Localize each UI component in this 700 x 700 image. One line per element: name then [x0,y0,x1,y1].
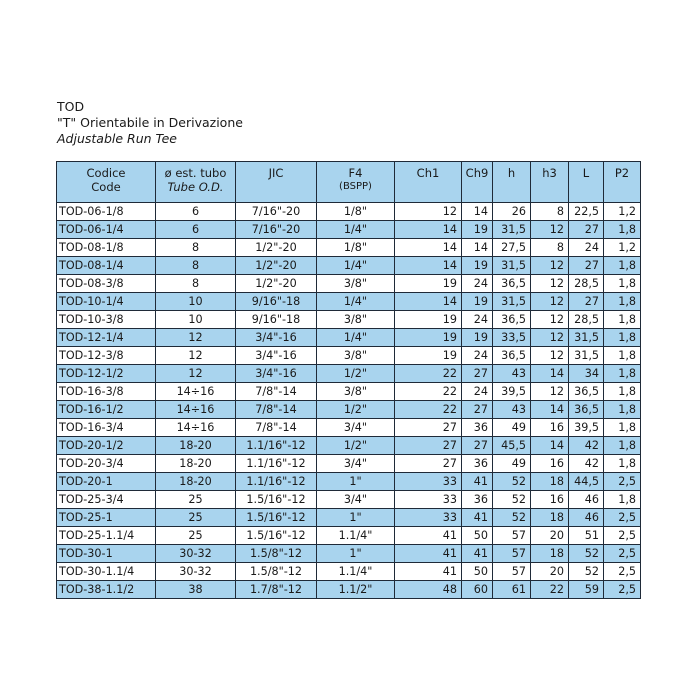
table-cell: 1,8 [604,311,641,329]
product-code-cell: TOD-16-1/2 [57,401,156,419]
table-cell: 12 [531,311,569,329]
table-cell: 36 [462,455,493,473]
table-cell: 18-20 [156,437,236,455]
table-cell: 36 [462,491,493,509]
table-cell: 31,5 [569,347,604,365]
table-row [57,473,641,491]
table-cell: 1/2"-20 [236,239,317,257]
table-cell: 36,5 [493,275,531,293]
table-cell: 25 [156,509,236,527]
product-code-cell: TOD-10-3/8 [57,311,156,329]
product-code-cell: TOD-20-3/4 [57,455,156,473]
table-cell: 19 [395,347,462,365]
column-header [236,162,317,203]
table-row [57,509,641,527]
product-code-cell: TOD-38-1.1/2 [57,581,156,599]
table-cell: 6 [156,221,236,239]
product-code-cell: TOD-16-3/8 [57,383,156,401]
table-cell: 12 [531,275,569,293]
table-cell: 3/4" [317,455,395,473]
table-cell: 1/2" [317,401,395,419]
table-cell: 51 [569,527,604,545]
column-header [395,162,462,203]
product-code-cell: TOD-08-3/8 [57,275,156,293]
table-cell: 3/8" [317,311,395,329]
table-cell: 12 [531,329,569,347]
table-cell: 52 [493,509,531,527]
table-cell: 1,8 [604,221,641,239]
table-cell: 41 [462,473,493,491]
table-cell: 19 [395,275,462,293]
table-cell: 52 [493,491,531,509]
table-cell: 31,5 [493,293,531,311]
table-cell: 1.1/16"-12 [236,473,317,491]
table-cell: 36 [462,419,493,437]
table-cell: 19 [462,329,493,347]
table-cell: 22 [395,401,462,419]
table-cell: 1.1/4" [317,563,395,581]
table-cell: 39,5 [493,383,531,401]
table-cell: 19 [395,329,462,347]
table-cell: 19 [462,293,493,311]
table-cell: 19 [395,311,462,329]
table-cell: 9/16"-18 [236,293,317,311]
table-cell: 33 [395,509,462,527]
table-cell: 1,8 [604,491,641,509]
table-cell: 1.1/2" [317,581,395,599]
table-cell: 1,8 [604,293,641,311]
table-body [57,203,641,599]
table-cell: 1/2"-20 [236,257,317,275]
table-cell: 7/16"-20 [236,221,317,239]
product-code-cell: TOD-25-3/4 [57,491,156,509]
table-cell: 20 [531,563,569,581]
table-cell: 52 [569,563,604,581]
table-cell: 1,8 [604,365,641,383]
table-cell: 24 [462,275,493,293]
english-description: Adjustable Run Tee [57,131,178,146]
table-cell: 3/4"-16 [236,365,317,383]
table-cell: 12 [531,293,569,311]
product-code-cell: TOD-06-1/8 [57,203,156,221]
table-cell: 41 [462,509,493,527]
table-cell: 3/4" [317,491,395,509]
table-cell: 52 [569,545,604,563]
column-header-label: h3 [542,166,557,180]
table-cell: 31,5 [569,329,604,347]
table-row [57,581,641,599]
table-cell: 1/4" [317,293,395,311]
table-cell: 24 [462,383,493,401]
table-cell: 31,5 [493,257,531,275]
table-cell: 18-20 [156,473,236,491]
product-code-cell: TOD-10-1/4 [57,293,156,311]
table-cell: 16 [531,455,569,473]
column-header-label: P2 [614,166,630,180]
table-row [57,455,641,473]
table-cell: 1.5/16"-12 [236,509,317,527]
table-cell: 24 [462,347,493,365]
product-code-cell: TOD-06-1/4 [57,221,156,239]
table-cell: 1.5/16"-12 [236,491,317,509]
product-code-cell: TOD-08-1/8 [57,239,156,257]
table-cell: 49 [493,419,531,437]
table-row [57,365,641,383]
table-cell: 1,8 [604,455,641,473]
table-cell: 12 [156,365,236,383]
table-row [57,203,641,221]
table-cell: 14 [462,203,493,221]
table-cell: 41 [395,527,462,545]
table-row [57,293,641,311]
table-row [57,563,641,581]
table-cell: 2,5 [604,473,641,491]
table-cell: 14÷16 [156,401,236,419]
table-cell: 9/16"-18 [236,311,317,329]
table-cell: 1.5/8"-12 [236,545,317,563]
table-cell: 61 [493,581,531,599]
table-cell: 34 [569,365,604,383]
table-row [57,221,641,239]
column-header-label: Ch9 [465,166,489,180]
table-cell: 14 [395,239,462,257]
table-cell: 16 [531,491,569,509]
table-cell: 50 [462,563,493,581]
italian-description: "T" Orientabile in Derivazione [57,115,243,130]
table-cell: 1" [317,545,395,563]
table-cell: 19 [462,221,493,239]
table-cell: 57 [493,545,531,563]
table-cell: 3/8" [317,383,395,401]
table-row [57,527,641,545]
table-cell: 14 [395,221,462,239]
table-cell: 27 [569,257,604,275]
table-cell: 1.7/8"-12 [236,581,317,599]
table-cell: 1" [317,509,395,527]
table-cell: 42 [569,437,604,455]
table-cell: 41 [462,545,493,563]
table-cell: 8 [156,239,236,257]
table-header [57,162,641,203]
table-cell: 19 [462,257,493,275]
table-cell: 57 [493,527,531,545]
table-cell: 27 [395,455,462,473]
table-cell: 1,8 [604,275,641,293]
table-cell: 31,5 [493,221,531,239]
table-cell: 1,8 [604,329,641,347]
table-cell: 57 [493,563,531,581]
table-cell: 14÷16 [156,383,236,401]
table-cell: 10 [156,293,236,311]
table-cell: 2,5 [604,563,641,581]
table-row [57,437,641,455]
table-cell: 1,8 [604,401,641,419]
table-cell: 14÷16 [156,419,236,437]
table-cell: 33 [395,491,462,509]
table-cell: 18 [531,545,569,563]
table-row [57,257,641,275]
table-row [57,383,641,401]
table-row [57,311,641,329]
table-cell: 24 [569,239,604,257]
table-cell: 2,5 [604,527,641,545]
column-header-label: Ch1 [416,166,440,180]
table-cell: 28,5 [569,275,604,293]
table-cell: 1.1/16"-12 [236,437,317,455]
column-header [317,162,395,203]
table-cell: 44,5 [569,473,604,491]
table-cell: 1,8 [604,257,641,275]
table-row [57,329,641,347]
column-header-sublabel: (BSPP) [339,181,372,192]
table-cell: 22,5 [569,203,604,221]
table-cell: 46 [569,491,604,509]
table-cell: 3/8" [317,275,395,293]
specifications-table [56,161,641,599]
table-cell: 18-20 [156,455,236,473]
table-cell: 1" [317,473,395,491]
table-cell: 22 [395,383,462,401]
table-cell: 1/8" [317,239,395,257]
product-code-cell: TOD-12-3/8 [57,347,156,365]
table-cell: 7/8"-14 [236,401,317,419]
table-cell: 33 [395,473,462,491]
table-cell: 45,5 [493,437,531,455]
table-cell: 1,2 [604,203,641,221]
column-header-sublabel: Tube O.D. [167,180,224,194]
product-code-cell: TOD-25-1.1/4 [57,527,156,545]
table-cell: 1,8 [604,419,641,437]
table-row [57,347,641,365]
table-cell: 59 [569,581,604,599]
document-header [57,99,243,147]
product-code-title: TOD [57,99,85,114]
table-cell: 3/4" [317,419,395,437]
table-cell: 27 [569,221,604,239]
table-cell: 1.5/16"-12 [236,527,317,545]
table-row [57,491,641,509]
table-cell: 1/8" [317,203,395,221]
table-row [57,545,641,563]
table-cell: 48 [395,581,462,599]
product-code-cell: TOD-08-1/4 [57,257,156,275]
table-cell: 2,5 [604,581,641,599]
table-cell: 7/16"-20 [236,203,317,221]
table-cell: 12 [531,221,569,239]
table-cell: 8 [156,257,236,275]
table-cell: 3/4"-16 [236,347,317,365]
column-header [604,162,641,203]
table-cell: 1,8 [604,347,641,365]
table-cell: 14 [395,257,462,275]
table-cell: 42 [569,455,604,473]
table-cell: 18 [531,473,569,491]
column-header [569,162,604,203]
table-cell: 1/2" [317,437,395,455]
table-cell: 1.1/16"-12 [236,455,317,473]
table-cell: 28,5 [569,311,604,329]
table-cell: 1/4" [317,257,395,275]
table-cell: 36,5 [569,401,604,419]
table-row [57,275,641,293]
column-header [493,162,531,203]
table-cell: 27 [395,437,462,455]
column-header-label: Codice [86,166,126,180]
table-cell: 10 [156,311,236,329]
table-cell: 14 [531,437,569,455]
product-code-cell: TOD-30-1 [57,545,156,563]
table-cell: 12 [531,257,569,275]
table-cell: 30-32 [156,545,236,563]
table-cell: 3/8" [317,347,395,365]
table-row [57,419,641,437]
table-cell: 1,8 [604,437,641,455]
table-cell: 41 [395,545,462,563]
table-cell: 41 [395,563,462,581]
table-cell: 36,5 [493,347,531,365]
column-header-sublabel: Code [91,180,121,194]
product-code-cell: TOD-12-1/4 [57,329,156,347]
table-cell: 22 [531,581,569,599]
column-header-label: F4 [348,166,363,180]
table-cell: 12 [531,383,569,401]
table-cell: 2,5 [604,545,641,563]
table-cell: 20 [531,527,569,545]
table-cell: 43 [493,365,531,383]
table-cell: 22 [395,365,462,383]
table-cell: 27,5 [493,239,531,257]
table-cell: 8 [156,275,236,293]
table-cell: 1.5/8"-12 [236,563,317,581]
table-cell: 1/2"-20 [236,275,317,293]
table-cell: 8 [531,239,569,257]
column-header [57,162,156,203]
product-code-cell: TOD-25-1 [57,509,156,527]
table-cell: 1,2 [604,239,641,257]
column-header [531,162,569,203]
table-cell: 38 [156,581,236,599]
table-cell: 14 [531,401,569,419]
table-cell: 46 [569,509,604,527]
header-row [57,162,641,203]
table-cell: 7/8"-14 [236,419,317,437]
table-cell: 27 [395,419,462,437]
table-cell: 26 [493,203,531,221]
column-header [156,162,236,203]
table-cell: 24 [462,311,493,329]
table-cell: 27 [569,293,604,311]
table-cell: 27 [462,437,493,455]
table-cell: 27 [462,401,493,419]
column-header [462,162,493,203]
table-cell: 16 [531,419,569,437]
table-cell: 36,5 [493,311,531,329]
table-cell: 6 [156,203,236,221]
table-cell: 14 [395,293,462,311]
table-cell: 1/4" [317,221,395,239]
table-cell: 25 [156,491,236,509]
column-header-label: L [582,166,590,180]
table-cell: 18 [531,509,569,527]
table-cell: 25 [156,527,236,545]
table-cell: 12 [156,347,236,365]
table-cell: 14 [531,365,569,383]
table-cell: 49 [493,455,531,473]
column-header-label: h [507,166,516,180]
table-cell: 3/4"-16 [236,329,317,347]
product-code-cell: TOD-20-1 [57,473,156,491]
product-code-cell: TOD-12-1/2 [57,365,156,383]
product-code-cell: TOD-30-1.1/4 [57,563,156,581]
table-cell: 12 [395,203,462,221]
table-cell: 52 [493,473,531,491]
table-cell: 12 [531,347,569,365]
table-cell: 60 [462,581,493,599]
table-cell: 8 [531,203,569,221]
table-cell: 36,5 [569,383,604,401]
product-code-cell: TOD-16-3/4 [57,419,156,437]
column-header-label: JIC [268,166,284,180]
column-header-label: ø est. tubo [164,166,227,180]
table-cell: 43 [493,401,531,419]
table-cell: 33,5 [493,329,531,347]
table-row [57,239,641,257]
table-cell: 14 [462,239,493,257]
table-cell: 12 [156,329,236,347]
table-cell: 1/4" [317,329,395,347]
table-cell: 7/8"-14 [236,383,317,401]
table-cell: 2,5 [604,509,641,527]
table-cell: 39,5 [569,419,604,437]
table-cell: 50 [462,527,493,545]
table-cell: 27 [462,365,493,383]
table-cell: 30-32 [156,563,236,581]
table-cell: 1.1/4" [317,527,395,545]
product-code-cell: TOD-20-1/2 [57,437,156,455]
table-cell: 1/2" [317,365,395,383]
table-cell: 1,8 [604,383,641,401]
table-row [57,401,641,419]
